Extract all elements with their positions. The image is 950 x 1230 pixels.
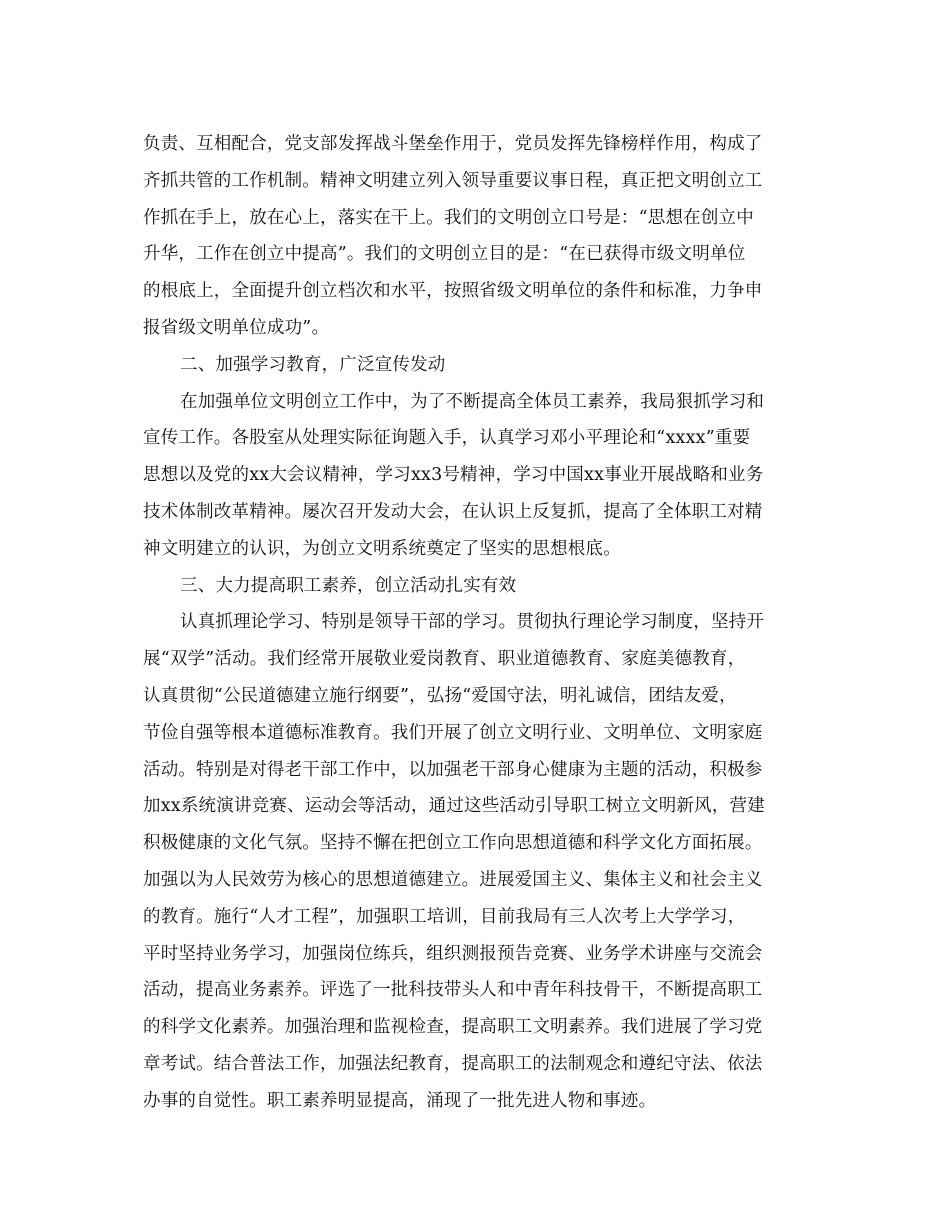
text-line: 在加强单位文明创立工作中，为了不断提高全体员工素养，我局狠抓学习和 [180,391,765,412]
text-line: 负责、互相配合，党支部发挥战斗堡垒作用于，党员发挥先锋榜样作用，构成了 [143,134,763,154]
text-line: 积极健康的文化气氛。坚持不懈在把创立工作向思想道德和科学文化方面拓展。 [143,833,763,854]
text-line: 三、大力提高职工素养，创立活动扎实有效 [180,575,517,596]
text-line: 的根底上，全面提升创立档次和水平，按照省级文明单位的条件和标准，力争申 [143,281,763,302]
text-line: 的教育。施行“人才工程”，加强职工培训，目前我局有三人次考上大学学习， [143,906,746,927]
text-line: 展“双学”活动。我们经常开展敬业爱岗教育、职业道德教育、家庭美德教育， [143,649,746,670]
text-line: 活动，提高业务素养。评选了一批科技带头人和中青年科技骨干，不断提高职工 [143,980,763,1001]
text-line: 的科学文化素养。加强治理和监视检查，提高职工文明素养。我们进展了学习党 [143,1017,763,1038]
text-line: 神文明建立的认识，为创立文明系统奠定了坚实的思想根底。 [143,538,621,559]
text-line: 认真贯彻“公民道德建立施行纲要”，弘扬“爱国守法，明礼诚信，团结友爱， [143,685,737,706]
text-line: 活动。特别是对得老干部工作中，以加强老干部身心健康为主题的活动，积极参 [143,759,763,780]
text-line: 升华，工作在创立中提高”。我们的文明创立目的是：“在已获得市级文明单位 [143,244,746,265]
text-line: 加强以为人民效劳为核心的思想道德建立。进展爱国主义、集体主义和社会主义 [143,869,763,890]
text-line: 齐抓共管的工作机制。精神文明建立列入领导重要议事日程，真正把文明创立工 [143,170,763,191]
text-line: 办事的自觉性。职工素养明显提高，涌现了一批先进人物和事迹。 [143,1090,657,1111]
text-line: 二、加强学习教育，广泛宣传发动 [180,354,446,375]
text-line: 平时坚持业务学习，加强岗位练兵，组织测报预告竞赛、业务学术讲座与交流会 [143,943,763,964]
text-line: 作抓在手上，放在心上，落实在干上。我们的文明创立口号是：“思想在创立中 [143,207,754,228]
text-line: 报省级文明单位成功”。 [143,317,330,338]
text-line: 技术体制改革精神。屡次召开发动大会，在认识上反复抓，提高了全体职工对精 [143,501,763,522]
text-line: 宣传工作。各股室从处理实际征询题入手，认真学习邓小平理论和“xxxx”重要 [143,428,751,449]
text-line: 章考试。结合普法工作，加强法纪教育，提高职工的法制观念和遵纪守法、依法 [143,1053,763,1074]
body-text [143,126,813,1120]
text-line: 认真抓理论学习、特别是领导干部的学习。贯彻执行理论学习制度，坚持开 [180,612,765,633]
text-line: 思想以及党的xx大会议精神，学习xx3号精神，学习中国xx事业开展战略和业务 [143,465,764,486]
text-line: 节俭自强等根本道德标准教育。我们开展了创立文明行业、文明单位、文明家庭 [143,722,763,743]
text-line: 加xx系统演讲竞赛、运动会等活动，通过这些活动引导职工树立文明新风，营建 [143,796,765,817]
